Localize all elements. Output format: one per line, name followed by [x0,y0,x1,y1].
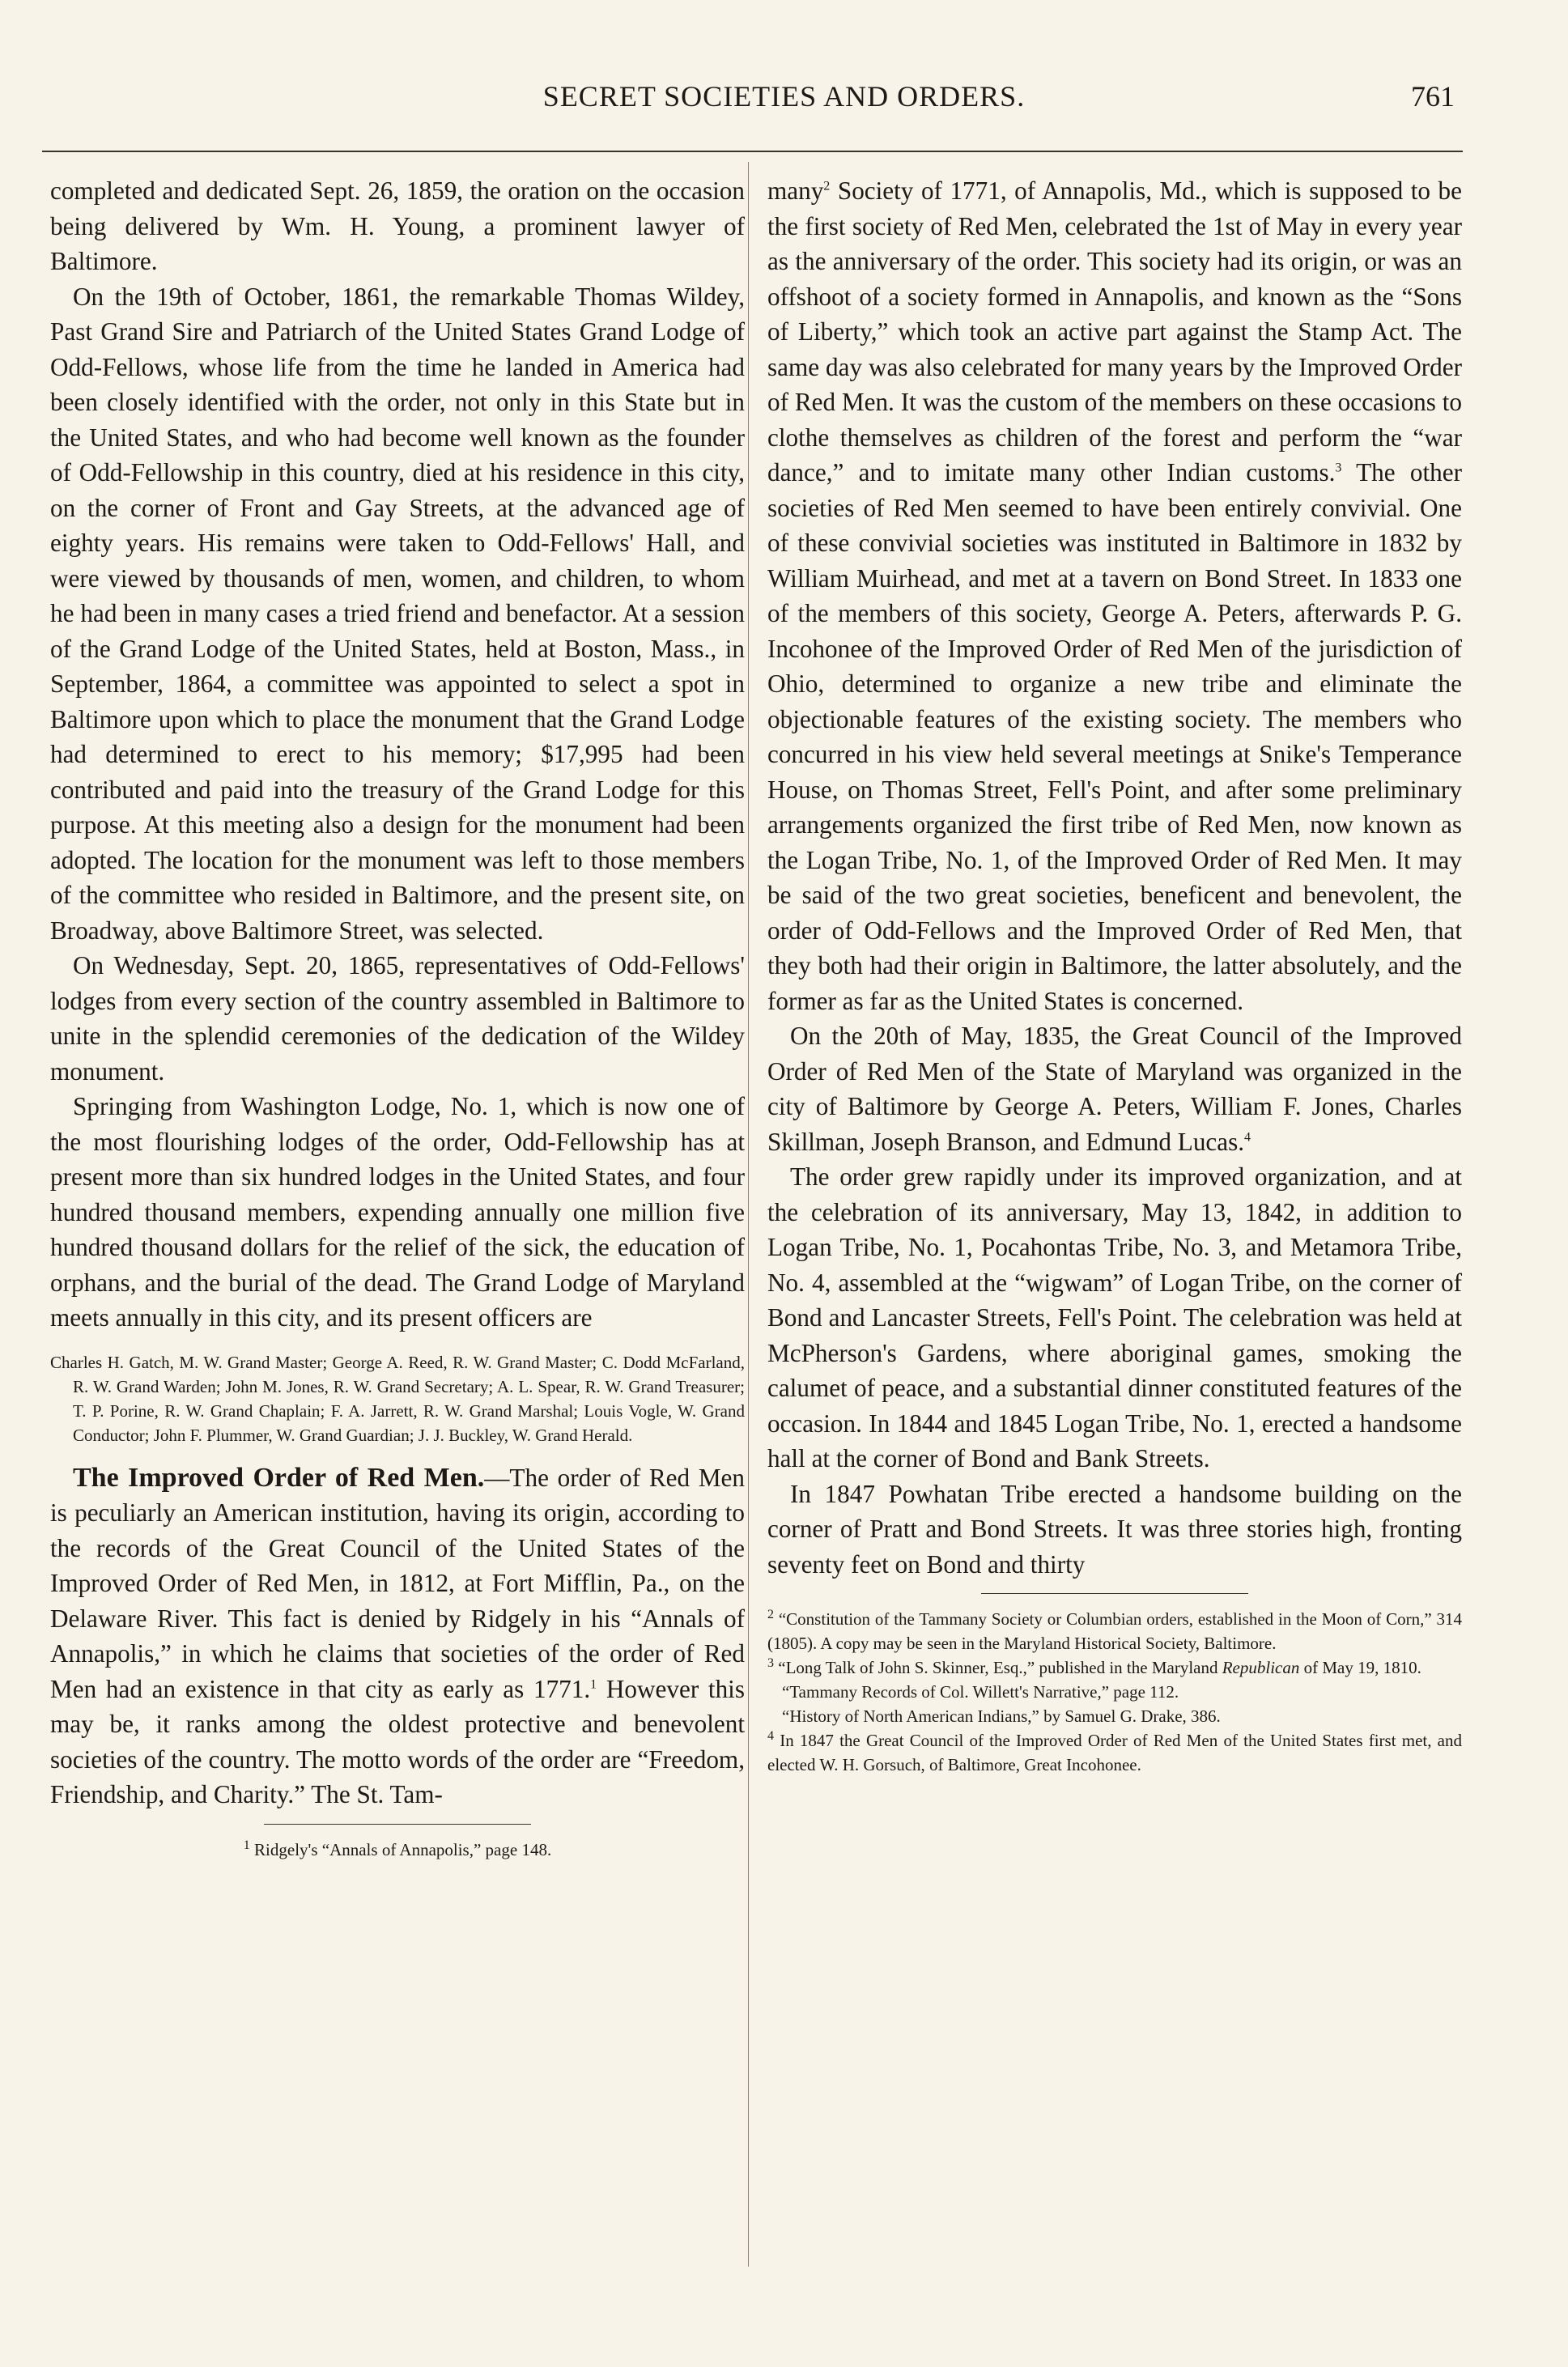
paragraph-text: —The order of Red Men is peculiarly an American institution, having its origin, according to the records of the Great Council of the United States of the Improved Order of Red Men, in 1812, at Fort Mifflin, Pa., on the Delaware River. This fact is denied by Ridgely in his “Annals of Annapolis,” in which he claims that societies of the order of Red Men had an existence in that city as early as 1771. [50,1463,745,1703]
running-title: SECRET SOCIETIES AND ORDERS. [542,80,1026,113]
paragraph: In 1847 Powhatan Tribe erected a handsome building on the corner of Pratt and Bond Streets. It was three stories high, fronting seventy feet on Bond and thirty [767,1479,1462,1579]
page-number: 761 [1411,80,1455,113]
paragraph-text: However this may be, it ranks among the oldest protective and benevolent societies of the country. The motto words of the order are “Freedom, Friendship, and Charity.” The St. Tam- [50,1674,745,1808]
footnote-ref: 3 [1335,461,1342,475]
footnote-text: “Long Talk of John S. Skinner, Esq.,” published in the Maryland [774,1658,1222,1677]
footnote-rule [264,1824,531,1825]
running-head [0,79,1568,128]
footnote-number: 2 [767,1608,774,1621]
paragraph: On Wednesday, Sept. 20, 1865, representatives of Odd-Fellows' lodges from every section of the country assembled in Baltimore to unite in the splendid ceremonies of the dedication of the Wildey monument. [50,951,745,1086]
right-column [767,173,1462,1777]
footnote-text: Ridgely's “Annals of Annapolis,” page 148. [249,1839,552,1859]
footnote [767,1728,1462,1777]
footnote-number: 4 [767,1729,774,1743]
paragraph: Springing from Washington Lodge, No. 1, which is now one of the most flourishing lodges of the order, Odd-Fellowship has at present more than six hundred lodges in the United States, and four hundred thousand members, expending annually one million five hundred thousand dollars for the relief of the sick, the education of orphans, and the burial of the dead. The Grand Lodge of Maryland meets annually in this city, and its present officers are [50,1092,745,1332]
footnote-ref: 4 [1244,1130,1251,1145]
footnote-italic: Republican [1222,1658,1300,1677]
footnote-ref: 2 [823,179,831,193]
paragraph: completed and dedicated Sept. 26, 1859, the oration on the occasion being delivered by Wm. H. Young, a prominent lawyer of Baltimore. [50,176,745,275]
paragraph: On the 19th of October, 1861, the remarkable Thomas Wildey, Past Grand Sire and Patriarch of the United States Grand Lodge of Odd-Fellows, whose life from the time he landed in America had been closely identified with the order, not only in this State but in the United States, and who had become well known as the founder of Odd-Fellowship in this country, died at his residence in this city, on the corner of Front and Gay Streets, at the advanced age of eighty years. His remains were taken to Odd-Fellows' Hall, and were viewed by thousands of men, women, and children, to whom he had been in many cases a tried friend and benefactor. At a session of the Grand Lodge of the United States, held at Boston, Mass., in September, 1864, a committee was appointed to select a spot in Baltimore upon which to place the monument that the Grand Lodge had determined to erect to his memory; $17,995 had been contributed and paid into the treasury of the Grand Lodge for this purpose. At this meeting also a design for the monument had been adopted. The location for the monument was left to those members of the committee who resided in Baltimore, and the present site, on Broadway, above Baltimore Street, was selected. [50,282,745,945]
paragraph-text: On the 20th of May, 1835, the Great Council of the Improved Order of Red Men of the State of Maryland was organized in the city of Baltimore by George A. Peters, William F. Jones, Charles Skillman, Joseph Branson, and Edmund Lucas. [767,1022,1462,1156]
footnote [50,1838,745,1862]
footnote-ref: 1 [590,1677,597,1692]
footnote-rule [981,1593,1248,1594]
section-heading: The Improved Order of Red Men. [73,1462,485,1493]
footnotes [50,1838,745,1862]
footnote-text: In 1847 the Great Council of the Improved Order of Red Men of the United States first met, and elected W. H. Gorsuch, of Baltimore, Great Incohonee. [767,1731,1462,1774]
footnote: “History of North American Indians,” by Samuel G. Drake, 386. [782,1706,1221,1726]
footnote [767,1655,1462,1680]
paragraph [767,1018,1462,1159]
left-column [50,173,745,1862]
paragraph-text: Society of 1771, of Annapolis, Md., which is supposed to be the first society of Red Men, celebrated the 1st of May in every year as the anniversary of the order. This society had its origin, or was an offshoot of a society formed in Annapolis, and known as the “Sons of Liberty,” which took an active part against the Stamp Act. The same day was also celebrated for many years by the Improved Order of Red Men. It was the custom of the members on these occasions to clothe themselves as children of the forest and perform the “war dance,” and to imitate many other Indian customs. [767,176,1462,487]
footnote-number: 1 [243,1838,250,1852]
paragraph [50,1460,745,1812]
paragraph-text: many [767,176,824,205]
paragraph [767,173,1462,1018]
footnote: “Tammany Records of Col. Willett's Narrative,” page 112. [782,1682,1179,1702]
officers-list: Charles H. Gatch, M. W. Grand Master; George A. Reed, R. W. Grand Master; C. Dodd McFarland, R. W. Grand Warden; John M. Jones, R. W. Grand Secretary; A. L. Spear, R. W. Grand Treasurer; T. P. Porine, R. W. Grand Chaplain; F. A. Jarrett, R. W. Grand Marshal; Louis Vogle, W. Grand Conductor; John F. Plummer, W. Grand Guardian; J. J. Buckley, W. Grand Herald. [50,1352,745,1445]
paragraph-text: The other societies of Red Men seemed to have been entirely convivial. One of these convivial societies was instituted in Baltimore in 1832 by William Muirhead, and met at a tavern on Bond Street. In 1833 one of the members of this society, George A. Peters, afterwards P. G. Incohonee of the Improved Order of Red Men of the jurisdiction of Ohio, determined to organize a new tribe and eliminate the objectionable features of the existing society. The members who concurred in his view held several meetings at Snike's Temperance House, on Thomas Street, Fell's Point, and after some preliminary arrangements organized the first tribe of Red Men, now known as the Logan Tribe, No. 1, of the Improved Order of Red Men. It may be said of the two great societies, beneficent and benevolent, the order of Odd-Fellows and the Improved Order of Red Men, that they both had their origin in Baltimore, the latter absolutely, and the former as far as the United States is concerned. [767,458,1462,1015]
paragraph: The order grew rapidly under its improved organization, and at the celebration of its anniversary, May 13, 1842, in addition to Logan Tribe, No. 1, Pocahontas Tribe, No. 3, and Metamora Tribe, No. 4, assembled at the “wigwam” of Logan Tribe, on the corner of Bond and Lancaster Streets, Fell's Point. The celebration was held at McPherson's Gardens, where aboriginal games, smoking the calumet of peace, and a substantial dinner constituted features of the occasion. In 1844 and 1845 Logan Tribe, No. 1, erected a handsome hall at the corner of Bond and Bank Streets. [767,1162,1462,1472]
footnotes [767,1607,1462,1777]
header-rule [42,151,1463,152]
footnote-text: “Constitution of the Tammany Society or Columbian orders, established in the Moon of Corn,” 314 (1805). A copy may be seen in the Maryland Historical Society, Baltimore. [767,1609,1462,1653]
column-divider [748,162,749,2267]
footnote-text: of May 19, 1810. [1299,1658,1421,1677]
footnote-number: 3 [767,1656,774,1670]
footnote [767,1607,1462,1655]
